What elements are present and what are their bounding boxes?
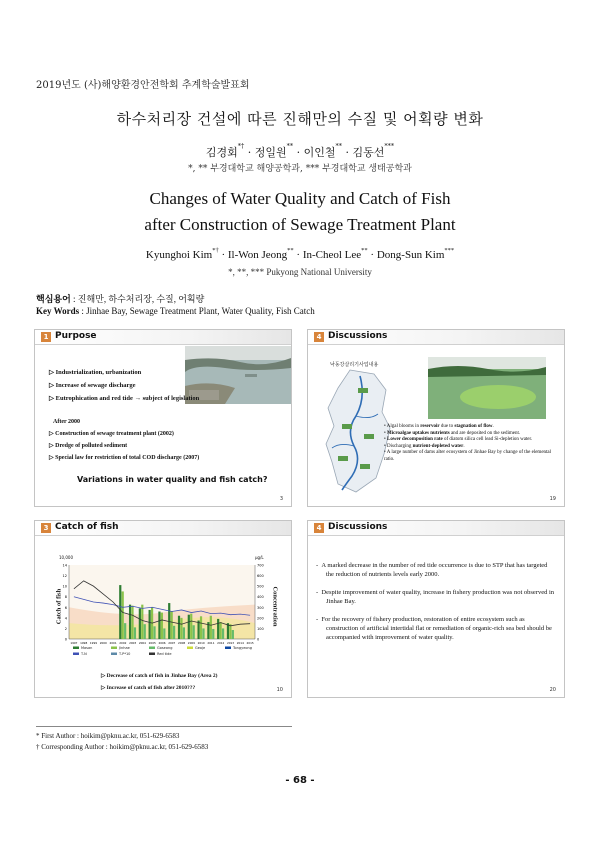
note-text: Algal blooms in [386, 424, 421, 429]
x-tick-label: 2001 [109, 641, 117, 645]
x-tick-label: 2011 [207, 641, 215, 645]
bullet-text: Decrease of catch of fish in Jinhae Bay (Area 2) [106, 673, 218, 679]
author-mark: ** [286, 142, 294, 150]
author-mark: ** [335, 142, 343, 150]
legend-swatch [73, 653, 79, 656]
bar-goseong [222, 628, 224, 639]
x-tick-label: 2007 [168, 641, 176, 645]
item-text: A marked decrease in the number of red tide occurrence is due to STP that has targeted the reduction of nutrients levels early 2000. [321, 562, 548, 578]
y-tick-label-right: 700 [257, 563, 264, 568]
note-bold: reservoir [420, 424, 440, 429]
slide-discussions-map [307, 329, 565, 507]
purpose-sub-bullet: ▷ Dredge of polluted sediment [49, 443, 128, 449]
bar-jinhae [161, 613, 163, 639]
x-tick-label: 2008 [178, 641, 186, 645]
author-mark: *† [212, 247, 219, 254]
bar-goseong [232, 630, 234, 639]
slide-page-number: 20 [549, 687, 556, 693]
slide-title: Catch of fish [55, 522, 119, 532]
bar-goseong [153, 626, 155, 639]
author-mark: ** [361, 247, 368, 254]
legend-swatch [225, 647, 231, 650]
slide-title: Purpose [55, 331, 97, 341]
bar-masan [217, 619, 219, 639]
note-bold: stagnation of flow [454, 424, 493, 429]
y-tick-label-left: 8 [64, 595, 67, 600]
bar-jinhae [200, 616, 202, 639]
bar-jinhae [122, 591, 124, 639]
keywords-text: : Jinhae Bay, Sewage Treatment Plant, Water Quality, Fish Catch [79, 306, 315, 316]
footnote-divider [36, 726, 292, 727]
note-text: of diatom silica cell lead Si-depletion water. [442, 437, 533, 443]
y-tick-label-left: 6 [64, 605, 67, 610]
discussion-item: - A marked decrease in the number of red tide occurrence is due to STP that has targeted the reduction of nutrients levels early 2000. [316, 562, 548, 578]
slide-discussions-text [307, 520, 565, 698]
author-mark: *† [237, 142, 245, 150]
author-name: Il-Won Jeong [227, 249, 288, 261]
author-name: 정일원 [254, 146, 287, 159]
bar-jinhae [229, 624, 231, 639]
legend-swatch [149, 647, 155, 650]
conference-header: 2019년도 (사)해양환경안전학회 추계학술발표회 [36, 80, 250, 91]
title-line: Changes of Water Quality and Catch of Fish [149, 189, 451, 208]
y-tick-label-right: 400 [257, 595, 264, 600]
bar-goseong [202, 628, 204, 639]
y-tick-label-left: 2 [64, 626, 67, 631]
bar-goseong [183, 627, 185, 639]
paper-title-korean: 하수처리장 건설에 따른 진해만의 수질 및 어획량 변화 [116, 110, 484, 128]
y-tick-label-right: 0 [257, 637, 260, 642]
bar-goseong [134, 627, 136, 639]
purpose-bullet: ▷ Industrialization, urbanization [49, 369, 142, 376]
page-number: - 68 - [285, 775, 315, 786]
bar-jinhae [131, 606, 133, 639]
slide-number-badge: 3 [41, 523, 51, 533]
bar-masan [188, 615, 190, 639]
legend-swatch [187, 647, 193, 650]
slide-title: Discussions [328, 331, 388, 341]
note-text: . [492, 424, 494, 429]
footnote-text: Corresponding Author : hoikim@pknu.ac.kr, 051-629-6583 [41, 743, 209, 751]
map-title: 낙동강살리기사업내용 [330, 362, 379, 368]
x-tick-label: 2005 [148, 641, 156, 645]
legend-label: Geoje [195, 646, 206, 650]
bar-goseong [163, 628, 165, 639]
y-tick-label-right: 600 [257, 574, 264, 579]
discussion-items [316, 561, 556, 642]
bullet-text: Special law for restriction of total COD discharge (2007) [55, 455, 200, 461]
note-bold: Microalgae uptakes nutrients [387, 430, 450, 436]
author-name: Kyunghoi Kim [145, 249, 213, 261]
note-text: and are deposited on the sediment. [449, 430, 521, 436]
bullet-text: Dredge of polluted sediment [55, 443, 128, 449]
chart-bullet: ▷ Increase of catch of fish after 2010??? [101, 685, 196, 691]
x-tick-label: 1998 [80, 641, 88, 645]
affiliation-korean: *, ** 부경대학교 해양공학과, *** 부경대학교 생태공학과 [188, 164, 412, 174]
footnote-first-author [36, 732, 179, 740]
y-tick-label-right: 200 [257, 616, 264, 621]
note-text: . [463, 443, 465, 449]
legend-swatch [73, 647, 79, 650]
bullet-text: Increase of catch of fish after 2010??? [106, 685, 196, 691]
bar-goseong [193, 625, 195, 639]
after-2000-label: After 2000 [53, 419, 81, 425]
keywords-label: Key Words [36, 306, 80, 316]
bar-jinhae [141, 605, 143, 639]
author-mark: ** [287, 247, 294, 254]
y-tick-label-right: 100 [257, 626, 264, 631]
slide-title-bar [35, 330, 291, 345]
legend-label: Jinhae [119, 646, 130, 650]
purpose-bullet: ▷ Eutrophication and red tide → subject of legislation [49, 395, 200, 402]
purpose-sub-bullet: ▷ Special law for restriction of total COD discharge (2007) [49, 455, 200, 461]
bullet-text: Eutrophication and red tide → subject of legislation [55, 395, 200, 402]
x-tick-label: 2015 [246, 641, 254, 645]
note-item: • Lower decomposition rate of diatom silica cell lead Si-depletion water. [384, 437, 533, 443]
y-tick-label-left: 0 [64, 637, 67, 642]
note-text: due to [439, 424, 455, 429]
author-name: 김동선 [352, 146, 385, 159]
legend-label: Red tide [157, 652, 172, 656]
bar-masan [149, 610, 151, 639]
bar-jinhae [180, 618, 182, 639]
footnote-mark: † [36, 743, 40, 751]
x-tick-label: 2014 [236, 641, 244, 645]
legend-label: Goseong [157, 646, 173, 650]
item-text: For the recovery of fishery production, restoration of entire ecosystem such as construction of artificial intertidal flat or remediation of organic-rich sea bed should be accompanied with improvement of water quality. [321, 616, 552, 641]
note-item: • A large number of dams alter ecosystem of Jinhae Bay by change of the elemental ratio. [384, 450, 552, 462]
y-tick-label-left: 10 [62, 584, 67, 589]
x-tick-label: 1997 [70, 641, 78, 645]
x-tick-label: 2002 [119, 641, 127, 645]
purpose-sub-bullet: ▷ Construction of sewage treatment plant (2002) [49, 431, 174, 437]
x-tick-label: 2006 [158, 641, 166, 645]
slide-title: Discussions [328, 522, 388, 532]
y-tick-label-left: 4 [64, 616, 67, 621]
discussion-notes [384, 424, 560, 464]
author-mark: *** [444, 247, 455, 254]
bay-aerial-photo [185, 346, 291, 404]
research-question: Variations in water quality and fish catch? [77, 475, 268, 484]
author-name: In-Cheol Lee [302, 249, 362, 261]
bar-jinhae [171, 611, 173, 639]
chart-unit-right: μg/L [255, 555, 264, 560]
slide-title-bar [308, 330, 564, 345]
bullet-text: Industrialization, urbanization [55, 369, 142, 376]
bar-jinhae [190, 614, 192, 639]
slide-page-number: 19 [549, 496, 556, 502]
bar-masan [158, 612, 160, 639]
legend-swatch [149, 653, 155, 656]
paper-title-english [0, 186, 600, 238]
slide-page-number: 10 [276, 687, 283, 693]
chart-ylabel-right-wrap [267, 559, 281, 659]
x-tick-label: 2009 [187, 641, 195, 645]
x-tick-label: 2012 [217, 641, 225, 645]
legend-label: T-P*10 [119, 652, 131, 656]
bar-goseong [144, 624, 146, 639]
bar-goseong [124, 623, 126, 639]
purpose-bullet: ▷ Increase of sewage discharge [49, 382, 136, 389]
slide-catch-of-fish [34, 520, 292, 698]
note-item: • Algal blooms in reservoir due to stagnation of flow. [384, 424, 494, 429]
keywords-english [36, 306, 315, 316]
y-tick-label-right: 500 [257, 584, 264, 589]
x-tick-label: 1999 [89, 641, 98, 645]
y-tick-label-left: 12 [62, 574, 67, 579]
legend-swatch [111, 647, 117, 650]
x-tick-label: 2013 [226, 641, 235, 645]
author-mark: *** [384, 142, 395, 150]
slide-number-badge: 4 [314, 523, 324, 533]
discussion-item: - For the recovery of fishery production, restoration of entire ecosystem such as construction of artificial intertidal flat or remediation of organic-rich sea bed should be accompanied with improvement of water quality. [316, 616, 552, 641]
item-text: Despite improvement of water quality, increase in fishery production was not observed in Jinhae Bay. [321, 589, 555, 605]
catch-chart [57, 561, 267, 661]
author-name: Dong-Sun Kim [376, 249, 445, 261]
legend-label: Tongyeong [233, 646, 252, 650]
slide-title-bar [35, 521, 291, 536]
discussion-item: - Despite improvement of water quality, increase in fishery production was not observed in Jinhae Bay. [316, 589, 555, 605]
x-tick-label: 2000 [99, 641, 107, 645]
y-tick-label-left: 14 [62, 563, 67, 568]
y-tick-label-right: 300 [257, 605, 264, 610]
legend-label: Masan [81, 646, 93, 650]
bullet-text: Construction of sewage treatment plant (2002) [55, 431, 174, 437]
slide-title-bar [308, 521, 564, 536]
bar-jinhae [220, 622, 222, 639]
bar-masan [129, 605, 131, 639]
note-item: • Microalgae uptakes nutrients and are deposited on the sediment. [384, 430, 521, 436]
bar-masan [119, 585, 121, 639]
bar-masan [197, 621, 199, 640]
slide-page-number: 3 [279, 496, 283, 502]
authors-english: Kyunghoi Kim*† · Il-Won Jeong** · In-Cheol Lee** · Dong-Sun Kim*** [145, 247, 455, 261]
keywords-korean [36, 292, 204, 305]
title-line: after Construction of Sewage Treatment Plant [144, 215, 456, 234]
note-bold: nutrient-depleted water [412, 443, 464, 449]
x-tick-label: 2004 [138, 641, 146, 645]
footnote-mark: * [36, 732, 40, 740]
note-text: A large number of dams alter ecosystem of Jinhae Bay by change of the elemental ratio. [384, 450, 552, 462]
note-item: • Discharging nutrient-depleted water. [384, 443, 465, 449]
note-bold: Lower decomposition rate [387, 437, 443, 443]
author-name: 이인철 [303, 146, 336, 159]
keywords-label: 핵심용어 [36, 294, 71, 304]
chart-ylabel-left: Catch of fish [55, 588, 63, 625]
note-text: Discharging [387, 443, 413, 449]
keywords-text: : 진해만, 하수처리장, 수질, 어획량 [70, 294, 205, 304]
chart-bullet: ▷ Decrease of catch of fish in Jinhae Bay (Area 2) [101, 673, 218, 679]
authors-korean: 김경회*† · 정일원** · 이인철** · 김동선*** [205, 142, 395, 159]
bar-masan [178, 616, 180, 639]
algal-bloom-photo [428, 357, 546, 419]
bar-goseong [173, 626, 175, 639]
bar-jinhae [210, 616, 212, 639]
bullet-text: Increase of sewage discharge [55, 382, 136, 389]
legend-label: T-N [81, 652, 87, 656]
legend-swatch [111, 653, 117, 656]
bar-goseong [212, 629, 214, 639]
affiliation-english: *, **, *** Pukyong National University [228, 267, 372, 277]
bar-masan [139, 608, 141, 639]
slide-purpose [34, 329, 292, 507]
x-tick-label: 2010 [197, 641, 205, 645]
footnote-corresponding-author [36, 743, 208, 751]
x-tick-label: 2003 [129, 641, 137, 645]
chart-ylabel-right: Concentration [271, 586, 279, 627]
author-name: 김경회 [205, 146, 238, 159]
slide-number-badge: 1 [41, 332, 51, 342]
footnote-text: First Author : hoikim@pknu.ac.kr, 051-629-6583 [41, 732, 180, 740]
chart-unit-left: 10,000 [59, 555, 73, 560]
slide-number-badge: 4 [314, 332, 324, 342]
